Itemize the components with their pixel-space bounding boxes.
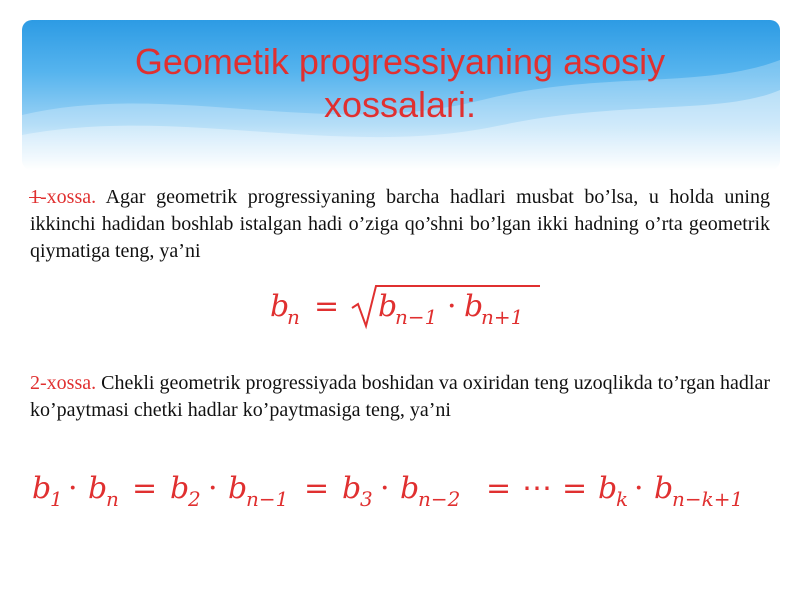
property-1-paragraph	[30, 184, 770, 265]
formula-2-ellipsis: ⋯	[522, 471, 552, 506]
property-2-label: 2-xossa.	[30, 372, 97, 394]
formula-1-term-1: b	[378, 289, 398, 324]
property-1-number: 1	[30, 186, 40, 208]
title-line-2: xossalari:	[323, 84, 477, 125]
formula-2	[32, 466, 772, 516]
formula-2-bn-2: b	[400, 471, 420, 506]
slide-title	[30, 40, 770, 126]
formula-2-eq-3: =	[486, 471, 512, 506]
formula-2-bn-1: b	[228, 471, 248, 506]
formula-2-bk: b	[598, 471, 618, 506]
property-2-text: Chekli geometrik progressiyada boshidan va oxiridan teng uzoqlikda to’rgan hadlar ko’paytmasi chetki hadlar ko’paytmasiga teng, ya’ni	[30, 372, 771, 421]
formula-1-term-2: b	[464, 289, 484, 324]
formula-2-dot-2: ·	[208, 471, 218, 506]
formula-2-b3-sub: 3	[360, 487, 373, 511]
formula-2-b1: b	[32, 471, 52, 506]
formula-2-dot-4: ·	[634, 471, 644, 506]
property-1-label-suffix: -xossa.	[40, 186, 97, 208]
formula-2-b2: b	[170, 471, 190, 506]
property-1-text: Agar geometrik progressiyaning barcha hadlari musbat bo’lsa, u holda uning ikkinchi hadidan boshlab istalgan hadi o’ziga qo’shni bo’lgan ikki hadning o’rta geometrik qiymatiga teng, ya’ni	[30, 186, 770, 262]
formula-2-bn-2-sub: n−2	[418, 487, 461, 511]
formula-2-bn-k-1-sub: n−k+1	[672, 487, 744, 511]
formula-2-eq-1: =	[132, 471, 158, 506]
formula-1	[270, 282, 550, 332]
formula-2-bn-sub: n	[106, 487, 119, 511]
formula-2-dot-1: ·	[68, 471, 78, 506]
formula-2-b2-sub: 2	[188, 487, 201, 511]
property-2-paragraph	[30, 370, 770, 424]
formula-1-lhs-sub: n	[287, 305, 300, 329]
formula-2-dot-3: ·	[380, 471, 390, 506]
formula-2-b3: b	[342, 471, 362, 506]
property-1-label	[30, 186, 96, 208]
formula-2-bn-1-sub: n−1	[246, 487, 289, 511]
formula-1-dot: ·	[447, 289, 457, 324]
formula-1-term-1-sub: n−1	[395, 305, 438, 329]
formula-2-bn: b	[88, 471, 108, 506]
formula-1-equals: =	[314, 289, 340, 324]
formula-1-term-2-sub: n+1	[481, 305, 524, 329]
title-line-1: Geometik progressiyaning asosiy	[134, 41, 666, 82]
formula-2-bk-sub: k	[616, 487, 629, 511]
formula-2-eq-2: =	[304, 471, 330, 506]
formula-2-bn-k-1: b	[654, 471, 674, 506]
formula-2-eq-4: =	[562, 471, 588, 506]
formula-2-b1-sub: 1	[50, 487, 63, 511]
formula-1-lhs: b	[270, 289, 290, 324]
